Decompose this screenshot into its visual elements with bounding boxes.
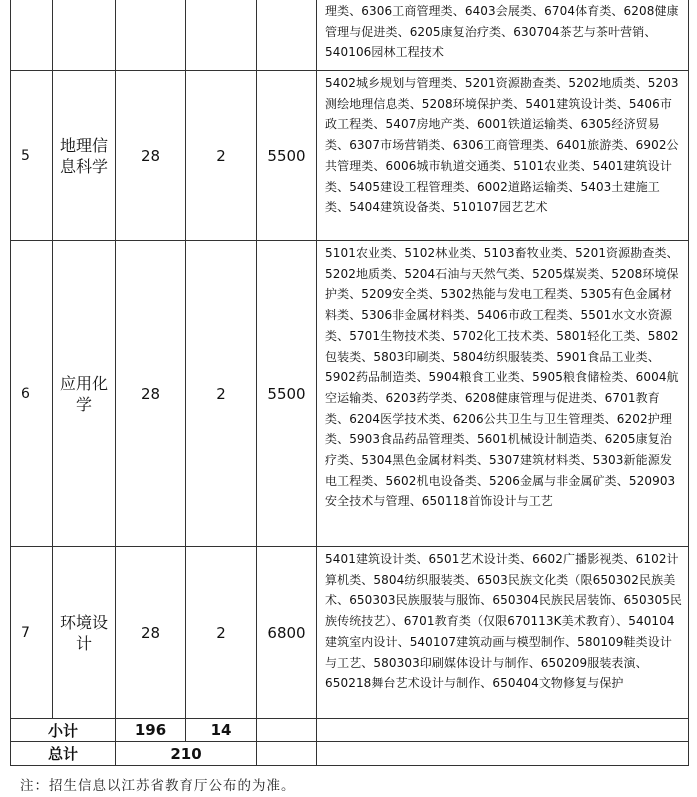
plan-extra: 2 [186,241,257,547]
subtotal-row [11,719,689,742]
empty-cell [257,742,317,766]
tuition: 5500 [257,71,317,241]
subtotal-plan: 196 [116,719,186,742]
eligible-majors: 5101农业类、5102林业类、5103畜牧业类、5201资源勘查类、5202地质类、5204石油与天然气类、5205煤炭类、5208环境保护类、5209安全类、5302热能与发电工程类、5305有色金属材料类、5306非金属材料类、5406市政工程类、5501水文水资源类、5701生物技术类、5702化工技术类、5801轻化工类、5802包装类、5803印刷类、5804纺织服装类、5901食品工业类、5902药品制造类、5904粮食工业类、5905粮食储检类、6004航空运输类、6203药学类、6208健康管理与促进类、6701教育类、6204医学技术类、6206公共卫生与卫生管理类、6202护理类、5903食品药品管理类、5601机械设计制造类、6205康复治疗类、5304黑色金属材料类、5307建筑材料类、5303新能源发电工程类、5602机电设备类、5206金属与非金属矿类、520903安全技术与管理、650118首饰设计与工艺 [317,241,689,547]
total-value: 210 [116,742,257,766]
tuition: 6800 [257,547,317,719]
subtotal-extra: 14 [186,719,257,742]
table-row [11,71,689,241]
footnote: 注：招生信息以江苏省教育厅公布的为准。 [20,778,296,794]
major-name: 地理信息科学 [53,71,116,241]
eligible-majors: 理类、6306工商管理类、6403会展类、6704体育类、6208健康管理与促进类、6205康复治疗类、630704茶艺与茶叶营销、540106园林工程技术 [317,0,689,71]
major-name: 应用化学 [53,241,116,547]
table-row [11,0,689,71]
row-index: 6 [11,241,53,547]
row-index [11,0,53,71]
plan-count: 28 [116,547,186,719]
plan-count: 28 [116,241,186,547]
plan-count: 28 [116,71,186,241]
empty-cell [317,719,689,742]
major-name [53,0,116,71]
eligible-majors: 5402城乡规划与管理类、5201资源勘查类、5202地质类、5203测绘地理信息类、5208环境保护类、5401建筑设计类、5406市政工程类、5407房地产类、6001铁道运输类、6305经济贸易类、6307市场营销类、6306工商管理类、6401旅游类、6902公共管理类、6006城市轨道交通类、5101农业类、5401建筑设计类、5405建设工程管理类、6002道路运输类、5403土建施工类、5404建筑设备类、510107园艺艺术 [317,71,689,241]
tuition [257,0,317,71]
total-label: 总计 [11,742,116,766]
table-row [11,241,689,547]
plan-extra: 2 [186,547,257,719]
total-row [11,742,689,766]
empty-cell [257,719,317,742]
row-index: 7 [11,547,53,719]
subtotal-label: 小计 [11,719,116,742]
major-name: 环境设计 [53,547,116,719]
row-index: 5 [11,71,53,241]
tuition: 5500 [257,241,317,547]
table-row [11,547,689,719]
plan-count [116,0,186,71]
empty-cell [317,742,689,766]
plan-extra [186,0,257,71]
eligible-majors: 5401建筑设计类、6501艺术设计类、6602广播影视类、6102计算机类、5804纺织服装类、6503民族文化类（限650302民族美术、650303民族服装与服饰、650304民族民居装饰、650305民族传统技艺）、6701教育类（仅限670113K美术教育）、540104建筑室内设计、540107建筑动画与模型制作、580109鞋类设计与工艺、580303印刷媒体设计与制作、650209服装表演、650218舞台艺术设计与制作、650404文物修复与保护 [317,547,689,719]
plan-extra: 2 [186,71,257,241]
enrollment-table [10,0,689,766]
